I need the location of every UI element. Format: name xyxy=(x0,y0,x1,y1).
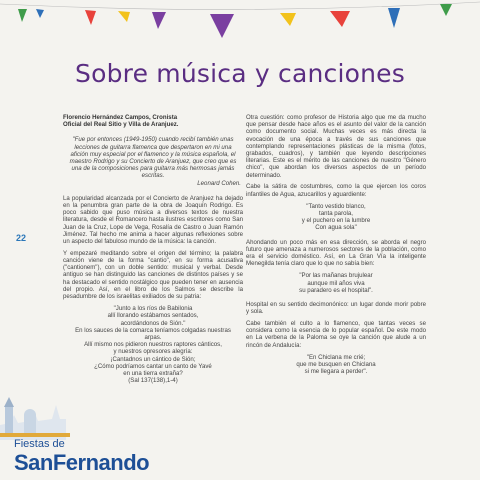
verse-line: ¡Cantadnos un cántico de Sión; xyxy=(110,355,196,363)
bunting-flag xyxy=(118,11,130,22)
verse-line: "Por las mañanas brujulear xyxy=(299,272,373,280)
psalm-quote xyxy=(63,305,243,384)
verse-line: ¿Cómo podríamos cantar un canto de Yavé xyxy=(94,362,212,370)
bunting-flag xyxy=(388,8,400,28)
bunting-flag xyxy=(85,10,96,25)
paragraph: Y empezaré meditando sobre el origen del término; la palabra canción viene de la forma "cantio", en su forma acusativa ("cantionem"), con un doble sentido: musical y verbal. Desde antiguo se han distinguido las canciones de distintos países y se ha destacado el sentido nostálgico que pueden tener en ausencia del propio. Así, en el libro de los Salmos se describe la pesadumbre de los israelitas exiliados de su patria: xyxy=(63,249,243,301)
bunting-flag xyxy=(18,9,27,22)
epigraph xyxy=(65,136,241,186)
verse-line: y nuestros opresores alegría: xyxy=(113,348,193,356)
epigraph-text: "Fue por entonces (1949-1950) cuando recibí también unas lecciones de guitarra flamenca que despertaron en mi una afición muy especial por el flamenco y la música española, el maestro Rodrigo y su Concierto de Aranjuez, que creo que es una de la composiciones para guitarra más hermosas jamás escritas. xyxy=(69,136,237,180)
paragraph: Hospital en su sentido decimonónico: un lugar donde morir pobre y sola. xyxy=(246,301,426,316)
page-title: Sobre música y canciones xyxy=(75,58,405,88)
bunting-flag xyxy=(152,12,166,29)
verse-line: "Junto a los ríos de Babilonia xyxy=(113,305,193,313)
verse-line: "En Chiclana me crié; xyxy=(306,353,366,361)
song-quote xyxy=(246,354,426,376)
bunting-flag xyxy=(440,4,452,16)
verse-line: su paradero es el hospital". xyxy=(299,286,373,294)
bunting-decoration xyxy=(0,0,480,40)
paragraph: La popularidad alcanzada por el Concierto de Aranjuez ha dejado en la penumbra gran parte de la obra de Joaquín Rodrigo. Es poco sabido que puso música a diversos textos de nuestra literatura, desde el Romancero hasta ilustres escritores como San Juan de la Cruz, Lope de Vega, Rosalía de Castro o Juan Ramón Jiménez. Tal hecho me anima a hacer algunas reflexiones sobre un aspecto del fabuloso mundo de la música: la canción. xyxy=(63,194,243,246)
verse-line: (Sal 137(138),1-4) xyxy=(128,377,178,385)
bunting-flag xyxy=(330,11,350,27)
ground-stripe xyxy=(0,433,70,437)
verse-line: y el puchero en la lumbre xyxy=(301,217,371,225)
verse-line: que me busquen en Chiclana xyxy=(296,361,376,369)
verse-line: tanta parola, xyxy=(319,210,353,218)
paragraph: Otra cuestión: como profesor de Historia algo que me da mucho que pensar desde hace años es el asunto del valor de la canción como documento social. Muchas veces es más directa la evocación de una época a través de sus canciones que contemplando representaciones plásticas de la misma (fotos, grabados, cuadros), y también que leyendo descripciones literarias. Este es el mérito de las canciones de nuestro "Género chico", que abordan los diversos aspectos de un período determinado. xyxy=(246,114,426,179)
verse-line: en una tierra extraña? xyxy=(123,370,183,378)
paragraph: Ahondando un poco más en esa dirección, se aborda el negro futuro que amenaza a numerosos sectores de la población, como era el servicio doméstico. Así, en La Gran Vía la inteligente Menegilda tenía claro que lo que no sabía bien: xyxy=(246,238,426,268)
bunting-flag xyxy=(280,13,296,26)
paragraph: Cabe también el culto a lo flamenco, que tantas veces se considera como la esencia de lo popular español. De este modo en La verbena de la Paloma se oye la canción que alude a un rincón de Andalucía: xyxy=(246,320,426,349)
author-credit xyxy=(63,114,243,128)
tower-icon xyxy=(5,407,13,435)
right-column xyxy=(246,114,426,382)
song-quote xyxy=(246,203,426,232)
bunting-string xyxy=(0,2,480,10)
logo-wordmark: SanFernando xyxy=(14,450,150,475)
verse-line: Con agua sola" xyxy=(315,224,357,232)
left-column xyxy=(63,114,243,392)
verse-line: "Tanto vestido blanco, xyxy=(306,202,366,210)
verse-line: Allí mismo nos pidieron nuestros raptores cánticos, xyxy=(84,341,222,349)
verse-line: si me llegara a perder". xyxy=(304,368,368,376)
epigraph-signature: Leonard Cohen. xyxy=(197,179,241,187)
bunting-flag xyxy=(36,9,44,18)
verse-line: aunque mil años viva xyxy=(307,279,365,287)
author-title: Oficial del Real Sitio y Villa de Aranjuez. xyxy=(63,121,179,129)
building-icon xyxy=(24,415,36,435)
bunting-flag xyxy=(210,14,234,38)
verse-line: En los sauces de la comarca teníamos colgadas nuestras xyxy=(75,326,231,334)
verse-line: allí llorando estábamos sentados, xyxy=(107,312,199,320)
paragraph: Cabe la sátira de costumbres, como la que ejercen los coros infantiles de Agua, azucarillos y aguardiente: xyxy=(246,183,426,198)
author-name: Florencio Hernández Campos, Cronista xyxy=(63,114,178,121)
verse-line: acordándonos de Sión." xyxy=(120,319,186,327)
song-quote xyxy=(246,272,426,294)
verse-line: arpas. xyxy=(144,334,162,342)
logo-subtitle: Fiestas de xyxy=(14,438,65,450)
page-number: 22 xyxy=(16,233,27,243)
